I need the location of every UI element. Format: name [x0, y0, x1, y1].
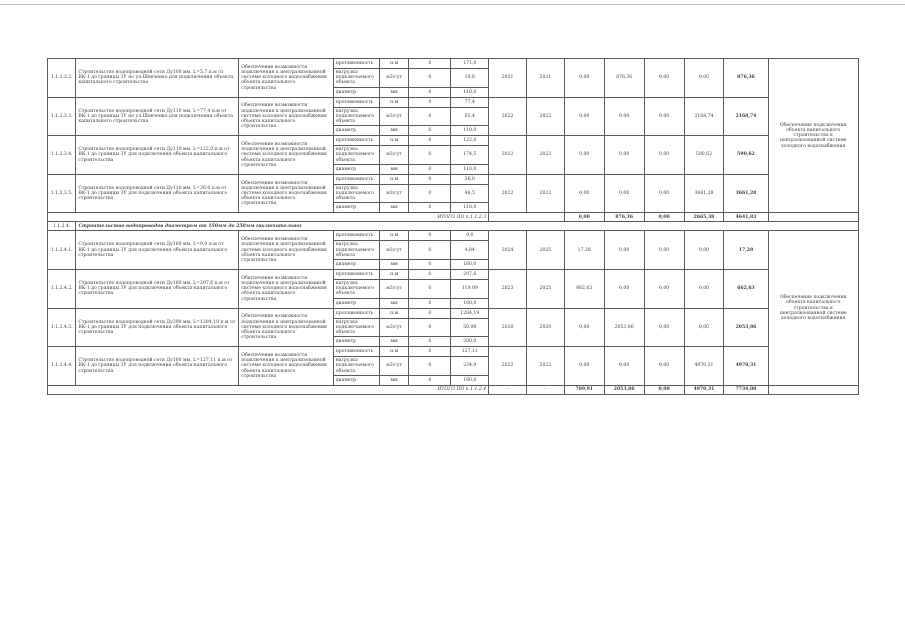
year-end: 2021	[526, 59, 564, 98]
subtotal-year-4: 4970,31	[684, 385, 724, 394]
indicator-name: нагрузка подключаемого объекта	[333, 357, 379, 376]
financing-year-3: 0,00	[644, 270, 684, 309]
subtotal-blank	[489, 213, 565, 222]
indicator-after: 110,0	[451, 126, 489, 136]
measure-purpose: Обеспечение возможности подключения к централизованной системе холодного водоснабжения объекта капитального строительства	[239, 97, 334, 136]
indicator-name: диаметр	[333, 260, 379, 270]
measure-description: Строительство водопроводной сети Ду110 мм, L=122,0 п.м от ВК-1 до границы ЗУ для подключения объекта капитального строительства	[76, 136, 239, 175]
subtotal-year-2: 876,36	[604, 213, 644, 222]
financing-year-1: 0,00	[564, 308, 604, 347]
subtotal-year-3: 0,00	[644, 385, 684, 394]
indicator-name: диаметр	[333, 164, 379, 174]
indicator-name: нагрузка подключаемого объекта	[333, 69, 379, 88]
indicator-after: 174,5	[451, 146, 489, 165]
indicator-unit: м3/сут	[379, 69, 408, 88]
measure-description: Строительство водопроводной сети Ду110 мм, L=36,0 п.м от ВК-1 до границы ЗУ для подключения объекта капитального строительства	[76, 174, 239, 213]
table-row	[48, 136, 859, 146]
indicator-after: 160,0	[451, 298, 489, 308]
indicator-unit: п.м	[379, 174, 408, 184]
measure-description: Строительство водопроводной сети Ду110 мм, L=77,4 п.м от ВК-1 до границы ЗУ по ул.Шевченко для подключения объекта капитального строительства	[76, 97, 239, 136]
table-row	[48, 347, 859, 357]
indicator-unit: п.м	[379, 59, 408, 69]
subtotal-total: 4641,83	[724, 213, 768, 222]
indicator-after: 122,0	[451, 136, 489, 146]
subtotal-label: ИТОГО ПО п.1.1.2.3	[48, 213, 489, 222]
financing-year-3: 0,00	[644, 59, 684, 98]
indicator-name: диаметр	[333, 298, 379, 308]
financing-year-1: 0,00	[564, 97, 604, 136]
financing-year-4: 4970,31	[684, 347, 724, 386]
year-start: 2022	[489, 347, 527, 386]
measure-purpose: Обеспечение возможности подключения к централизованной системе холодного водоснабжения объекта капитального строительства	[239, 270, 334, 309]
indicator-unit: п.м	[379, 270, 408, 280]
indicator-before: 0	[409, 87, 451, 97]
measure-purpose: Обеспечение возможности подключения к централизованной системе холодного водоснабжения объекта капитального строительства	[239, 231, 334, 270]
indicator-unit: п.м	[379, 347, 408, 357]
section-row	[48, 222, 859, 231]
indicator-name: нагрузка подключаемого объекта	[333, 184, 379, 203]
financing-total: 4970,31	[724, 347, 768, 386]
indicator-before: 0	[409, 375, 451, 385]
financing-year-4: 0,00	[684, 231, 724, 270]
table-row	[48, 59, 859, 69]
table-row	[48, 97, 859, 107]
indicator-unit: мм	[379, 298, 408, 308]
indicator-after: 1284,19	[451, 308, 489, 318]
financing-year-3: 0,00	[644, 231, 684, 270]
financing-total: 2168,74	[724, 97, 768, 136]
indicator-before: 0	[409, 241, 451, 260]
measure-purpose: Обеспечение возможности подключения к централизованной системе холодного водоснабжения объекта капитального строительства	[239, 136, 334, 175]
indicator-unit: мм	[379, 126, 408, 136]
financing-year-4: 0,00	[684, 59, 724, 98]
indicator-unit: мм	[379, 164, 408, 174]
financing-year-2: 0,00	[604, 174, 644, 213]
indicator-unit: п.м	[379, 136, 408, 146]
indicator-after: 4,84	[451, 241, 489, 260]
year-end: 2022	[526, 174, 564, 213]
investment-program-table	[47, 58, 859, 395]
indicator-name: протяженность	[333, 174, 379, 184]
scan-top-rule	[0, 4, 905, 5]
indicator-before: 0	[409, 126, 451, 136]
year-start: 2022	[489, 97, 527, 136]
measure-note: Обеспечение подключения объекта капитального строительства к централизованной системе холодного водоснабжения	[768, 59, 858, 213]
financing-year-2: 0,00	[604, 231, 644, 270]
indicator-before: 0	[409, 298, 451, 308]
subtotal-year-start: -	[489, 385, 527, 394]
subtotal-note-blank	[768, 385, 858, 394]
year-end: 2025	[526, 270, 564, 309]
indicator-after: 65,4	[451, 107, 489, 126]
indicator-name: протяженность	[333, 347, 379, 357]
indicator-before: 0	[409, 280, 451, 299]
indicator-unit: мм	[379, 375, 408, 385]
financing-year-3: 0,00	[644, 174, 684, 213]
indicator-name: нагрузка подключаемого объекта	[333, 318, 379, 337]
financing-year-3: 0,00	[644, 97, 684, 136]
indicator-before: 0	[409, 270, 451, 280]
financing-year-1: 17,28	[564, 231, 604, 270]
indicator-unit: п.м	[379, 97, 408, 107]
row-code: 1.1.2.4.3.	[48, 308, 76, 347]
indicator-unit: м3/сут	[379, 241, 408, 260]
table-row	[48, 308, 859, 318]
financing-total: 590,62	[724, 136, 768, 175]
subtotal-label: ИТОГО ПО п.1.1.2.4	[48, 385, 489, 394]
year-start: 2022	[489, 136, 527, 175]
year-end: 2022	[526, 97, 564, 136]
financing-total: 17,28	[724, 231, 768, 270]
indicator-after: 110,0	[451, 164, 489, 174]
indicator-name: диаметр	[333, 203, 379, 213]
indicator-before: 0	[409, 337, 451, 347]
financing-year-4: 2168,74	[684, 97, 724, 136]
subtotal-row	[48, 385, 859, 394]
financing-year-2: 876,36	[604, 59, 644, 98]
indicator-after: 200,0	[451, 337, 489, 347]
indicator-before: 0	[409, 260, 451, 270]
financing-total: 662,63	[724, 270, 768, 309]
indicator-unit: м3/сут	[379, 318, 408, 337]
indicator-before: 0	[409, 146, 451, 165]
financing-year-1: 0,00	[564, 136, 604, 175]
financing-total: 2053,86	[724, 308, 768, 347]
section-code: 1.1.2.4.	[48, 222, 76, 231]
indicator-before: 0	[409, 203, 451, 213]
indicator-after: 19,6	[451, 69, 489, 88]
financing-year-4: 0,00	[684, 270, 724, 309]
subtotal-year-3: 0,00	[644, 213, 684, 222]
year-end: 2022	[526, 347, 564, 386]
indicator-after: 297,6	[451, 270, 489, 280]
subtotal-year-4: 2665,38	[684, 213, 724, 222]
indicator-before: 0	[409, 107, 451, 126]
financing-year-2: 0,00	[604, 347, 644, 386]
indicator-after: 160,0	[451, 375, 489, 385]
subtotal-year-end: -	[526, 385, 564, 394]
indicator-name: нагрузка подключаемого объекта	[333, 280, 379, 299]
indicator-after: 48,5	[451, 184, 489, 203]
indicator-name: диаметр	[333, 87, 379, 97]
row-code: 1.1.2.3.2.	[48, 59, 76, 98]
subtotal-year-1: 709,91	[564, 385, 604, 394]
measure-note: Обеспечение подключения объекта капитального строительства к централизованной системе холодного водоснабжения	[768, 231, 858, 385]
indicator-unit: м3/сут	[379, 184, 408, 203]
year-start: 2021	[489, 59, 527, 98]
row-code: 1.1.2.4.1.	[48, 231, 76, 270]
indicator-unit: мм	[379, 337, 408, 347]
indicator-unit: п.м	[379, 231, 408, 241]
indicator-name: нагрузка подключаемого объекта	[333, 107, 379, 126]
table-row	[48, 174, 859, 184]
table-row	[48, 270, 859, 280]
subtotal-row	[48, 213, 859, 222]
financing-year-2: 2053,86	[604, 308, 644, 347]
indicator-name: протяженность	[333, 59, 379, 69]
indicator-after: 110,0	[451, 87, 489, 97]
year-start: 2023	[489, 270, 527, 309]
subtotal-total: 7734,08	[724, 385, 768, 394]
indicator-after: 110,0	[451, 203, 489, 213]
financing-year-3: 0,00	[644, 308, 684, 347]
indicator-name: диаметр	[333, 375, 379, 385]
indicator-name: нагрузка подключаемого объекта	[333, 146, 379, 165]
indicator-unit: мм	[379, 260, 408, 270]
indicator-before: 0	[409, 318, 451, 337]
year-end: 2025	[526, 231, 564, 270]
subtotal-note-blank	[768, 213, 858, 222]
financing-year-1: 0,00	[564, 347, 604, 386]
row-code: 1.1.2.3.5.	[48, 174, 76, 213]
indicator-before: 0	[409, 308, 451, 318]
financing-year-3: 0,00	[644, 136, 684, 175]
financing-year-1: 0,00	[564, 59, 604, 98]
indicator-unit: м3/сут	[379, 107, 408, 126]
indicator-before: 0	[409, 184, 451, 203]
financing-year-4: 3661,28	[684, 174, 724, 213]
indicator-unit: мм	[379, 203, 408, 213]
indicator-unit: м3/сут	[379, 280, 408, 299]
indicator-unit: п.м	[379, 308, 408, 318]
indicator-name: протяженность	[333, 231, 379, 241]
financing-year-4: 0,00	[684, 308, 724, 347]
indicator-unit: м3/сут	[379, 357, 408, 376]
measure-purpose: Обеспечение возможности подключения к централизованной системе холодного водоснабжения объекта капитального строительства	[239, 347, 334, 386]
financing-year-3: 0,00	[644, 347, 684, 386]
row-code: 1.1.2.3.4.	[48, 136, 76, 175]
indicator-after: 9,0	[451, 231, 489, 241]
indicator-before: 0	[409, 231, 451, 241]
financing-year-4: 590,62	[684, 136, 724, 175]
indicator-before: 0	[409, 164, 451, 174]
indicator-name: диаметр	[333, 126, 379, 136]
financing-year-2: 0,00	[604, 136, 644, 175]
financing-year-2: 0,00	[604, 97, 644, 136]
indicator-before: 0	[409, 347, 451, 357]
indicator-after: 50,98	[451, 318, 489, 337]
financing-total: 3661,28	[724, 174, 768, 213]
indicator-before: 0	[409, 69, 451, 88]
year-end: 2023	[526, 136, 564, 175]
measure-description: Строительство водопроводной сети Ду200 мм, L=1284,19 п.м от ВК-1 до границы ЗУ для подключения объекта капитального строительства	[76, 308, 239, 347]
measure-description: Строительство водопроводной сети Ду160 мм, L=9,0 п.м от ВК-1 до границы ЗУ для подключения объекта капитального строительства	[76, 231, 239, 270]
table-row	[48, 231, 859, 241]
measure-description: Строительство водопроводной сети Ду160 мм, L=297,6 п.м от ВК-1 до границы ЗУ для подключения объекта капитального строительства	[76, 270, 239, 309]
year-start: 2022	[489, 174, 527, 213]
financing-year-1: 662,63	[564, 270, 604, 309]
section-heading: Строительство водопроводов диаметром от 150мм до 250мм (включительно)	[76, 222, 859, 231]
indicator-after: 119,09	[451, 280, 489, 299]
indicator-name: диаметр	[333, 337, 379, 347]
indicator-after: 171,0	[451, 59, 489, 69]
row-code: 1.1.2.4.2.	[48, 270, 76, 309]
indicator-before: 0	[409, 59, 451, 69]
indicator-name: протяженность	[333, 270, 379, 280]
indicator-name: протяженность	[333, 97, 379, 107]
financing-year-2: 0,00	[604, 270, 644, 309]
subtotal-year-2: 2053,86	[604, 385, 644, 394]
indicator-unit: мм	[379, 87, 408, 97]
indicator-after: 77,4	[451, 97, 489, 107]
financing-total: 876,36	[724, 59, 768, 98]
year-end: 2020	[526, 308, 564, 347]
measure-purpose: Обеспечение возможности подключения к централизованной системе холодного водоснабжения объекта капитального строительства	[239, 174, 334, 213]
measure-description: Строительство водопроводной сети Ду100 мм, L=5,7 п.м от ВК-1 до границы ЗУ по ул.Шевченко для подключения объекта капитального строительства	[76, 59, 239, 98]
indicator-before: 0	[409, 357, 451, 376]
indicator-after: 127,11	[451, 347, 489, 357]
year-start: 2024	[489, 231, 527, 270]
indicator-name: нагрузка подключаемого объекта	[333, 241, 379, 260]
financing-year-1: 0,00	[564, 174, 604, 213]
year-start: 2020	[489, 308, 527, 347]
measure-purpose: Обеспечение возможности подключения к централизованной системе холодного водоснабжения объекта капитального строительства	[239, 308, 334, 347]
measure-purpose: Обеспечение возможности подключения к централизованной системе холодного водоснабжения объекта капитального строительства	[239, 59, 334, 98]
row-code: 1.1.2.3.3.	[48, 97, 76, 136]
indicator-after: 160,0	[451, 260, 489, 270]
row-code: 1.1.2.4.4.	[48, 347, 76, 386]
indicator-name: протяженность	[333, 308, 379, 318]
indicator-name: протяженность	[333, 136, 379, 146]
indicator-after: 36,0	[451, 174, 489, 184]
indicator-unit: м3/сут	[379, 146, 408, 165]
indicator-after: 234,9	[451, 357, 489, 376]
indicator-before: 0	[409, 174, 451, 184]
indicator-before: 0	[409, 97, 451, 107]
subtotal-year-1: 0,00	[564, 213, 604, 222]
measure-description: Строительство водопроводной сети Ду160 мм, L=127,11 п.м от ВК-1 до границы ЗУ для подключения объекта капитального строительства	[76, 347, 239, 386]
indicator-before: 0	[409, 136, 451, 146]
